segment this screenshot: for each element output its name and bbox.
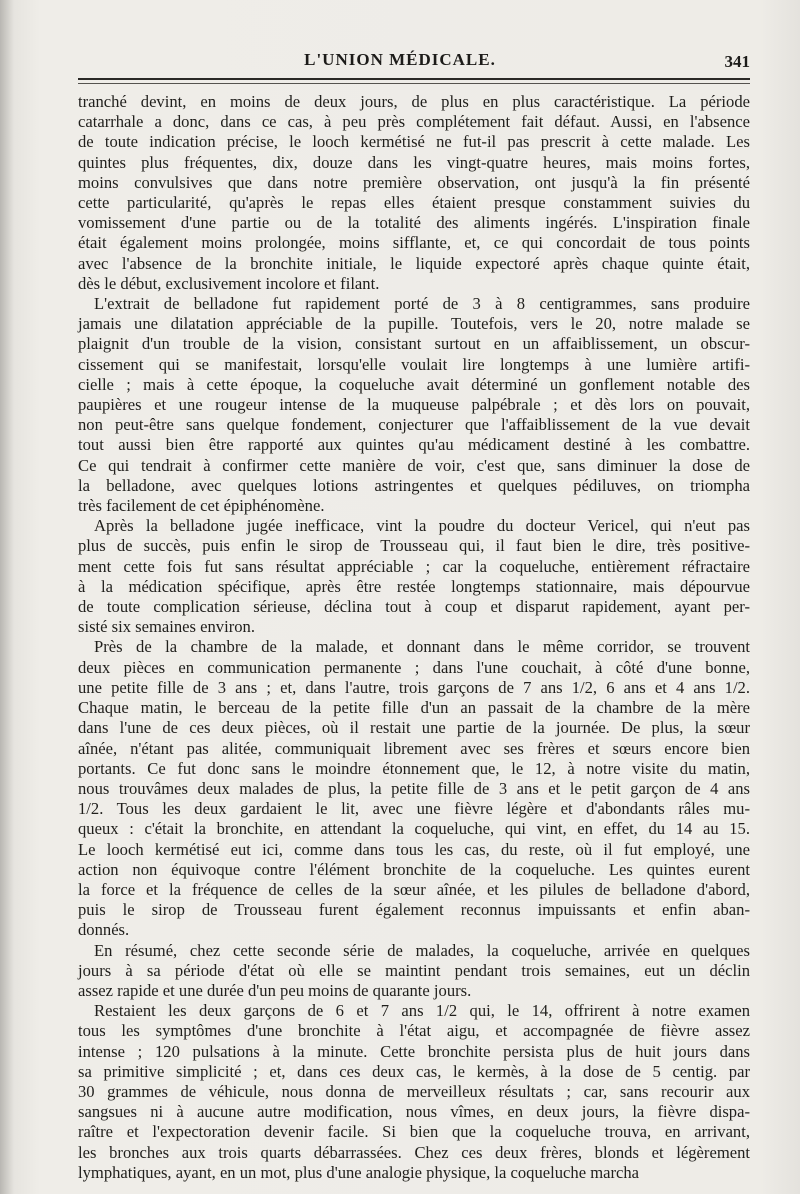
page-number: 341	[724, 52, 750, 71]
text-line: était également moins prolongée, moins sifflante, et, ce qui concordait de tous points	[78, 233, 750, 253]
text-line: L'extrait de belladone fut rapidement porté de 3 à 8 centigrammes, sans produire	[94, 294, 750, 314]
text-line: cielle ; mais à cette époque, la coqueluche avait déterminé un gonflement notable des	[78, 374, 750, 394]
text-line: 1/2. Tous les deux gardaient le lit, avec une fièvre légère et d'abondants râles mu-	[78, 799, 750, 819]
text-line: les bronches aux trois quarts débarrassées. Chez ces deux frères, blonds et légèrement	[78, 1142, 750, 1162]
text-line: cette particularité, qu'après le repas elles étaient presque constamment suivies du	[78, 193, 750, 213]
text-line: dès le début, exclusivement incolore et filant.	[78, 273, 380, 293]
text-line: moins convulsives que dans notre première observation, ont jusqu'à la fin présenté	[78, 172, 750, 192]
header-rule	[78, 78, 750, 80]
text-line: cissement qui se manifestait, lorsqu'elle voulait lire longtemps à une lumière artifi-	[78, 354, 750, 374]
text-line: 30 grammes de véhicule, nous donna de merveilleux résultats ; car, sans recourir aux	[78, 1081, 750, 1101]
text-line: tout aussi bien être rapporté aux quintes qu'au médicament destiné à les combattre.	[78, 435, 750, 455]
text-line: deux pièces en communication permanente ; dans l'une couchait, à côté d'une bonne,	[78, 657, 750, 677]
paragraph	[78, 637, 750, 940]
text-line: vomissement d'une partie ou de la totalité des aliments ingérés. L'inspiration finale	[78, 213, 750, 233]
text-line: tous les symptômes d'une bronchite à l'état aigu, et accompagnée de fièvre assez	[78, 1021, 750, 1041]
text-line: avec l'absence de la bronchite initiale, le liquide expectoré après chaque quinte était,	[78, 253, 750, 273]
text-line: sa primitive simplicité ; et, dans ces deux cas, le kermès, à la dose de 5 centig. par	[78, 1061, 750, 1081]
text-line: raître et l'expectoration devenir facile. Si bien que la coqueluche trouva, en arrivant,	[78, 1122, 750, 1142]
paragraph	[78, 92, 750, 294]
paragraph	[78, 1001, 750, 1183]
text-line: ment cette fois fut sans résultat appréciable ; car la coqueluche, entièrement réfractaire	[78, 556, 750, 576]
text-line: nous trouvâmes deux malades de plus, la petite fille de 3 ans et le petit garçon de 4 ans	[78, 778, 750, 798]
text-line: queux : c'était la bronchite, en attendant la coqueluche, qui vint, en effet, du 14 au 15.	[78, 819, 750, 839]
text-line: sangsues ni à aucune autre modification, nous vîmes, en deux jours, la fièvre dispa-	[78, 1102, 750, 1122]
text-line: plaignit d'un trouble de la vision, consistant surtout en un affaiblissement, un obscur-	[78, 334, 750, 354]
text-line: très facilement de cet épiphénomène.	[78, 496, 325, 516]
text-line: Près de la chambre de la malade, et donnant dans le même corridor, se trouvent	[94, 637, 750, 657]
text-line: portants. Ce fut donc sans le moindre étonnement que, le 12, à notre visite du matin,	[78, 758, 750, 778]
text-line: Restaient les deux garçons de 6 et 7 ans 1/2 qui, le 14, offrirent à notre examen	[94, 1001, 750, 1021]
running-title: L'UNION MÉDICALE.	[304, 50, 496, 69]
text-line: tranché devint, en moins de deux jours, de plus en plus caractéristique. La période	[78, 92, 750, 111]
text-line: Le looch kermétisé eut ici, comme dans tous les cas, du reste, où il fut employé, une	[78, 839, 750, 859]
text-line: puis le sirop de Trousseau furent également reconnus impuissants et enfin aban-	[78, 900, 750, 920]
paragraph	[78, 294, 750, 516]
text-line: Après la belladone jugée inefficace, vint la poudre du docteur Vericel, qui n'eut pas	[94, 516, 750, 536]
text-line: non peut-être sans quelque fondement, conjecturer que l'affaiblissement de la vue devait	[78, 415, 750, 435]
paragraph	[78, 516, 750, 637]
text-line: quintes plus fréquentes, dix, douze dans les vingt-quatre heures, mais moins fortes,	[78, 152, 750, 172]
text-line: à la médication spécifique, après être restée longtemps stationnaire, mais dépourvue	[78, 576, 750, 596]
text-line: action non équivoque contre l'élément bronchite de la coqueluche. Les quintes eurent	[78, 859, 750, 879]
text-line: de toute indication précise, le looch kermétisé ne fut-il pas prescrit à cette malade. Les	[78, 132, 750, 152]
text-line: aînée, n'étant pas alitée, communiquait librement avec ses frères et sœurs encore bien	[78, 738, 750, 758]
text-line: une petite fille de 3 ans ; et, dans l'autre, trois garçons de 7 ans 1/2, 6 ans et 4 ans 1/2.	[78, 677, 750, 697]
text-line: Ce qui tendrait à confirmer cette manière de voir, c'est que, sans diminuer la dose de	[78, 455, 750, 475]
text-line: la belladone, avec quelques lotions astringentes et quelques pédiluves, on triompha	[78, 475, 750, 495]
paragraph	[78, 941, 750, 1002]
text-line: de toute complication sérieuse, déclina tout à coup et disparut rapidement, ayant per-	[78, 597, 750, 617]
text-line: donnés.	[78, 920, 130, 940]
header-rule-thin	[78, 83, 750, 84]
text-line: catarrhale a donc, dans ce cas, à peu près complétement fait défaut. Aussi, en l'absence	[78, 112, 750, 132]
body-text	[78, 92, 750, 1183]
text-line: assez rapide et une durée d'un peu moins de quarante jours.	[78, 980, 472, 1000]
text-line: la force et la fréquence de celles de la sœur aînée, et les pilules de belladone d'abord,	[78, 879, 750, 899]
text-line: sisté six semaines environ.	[78, 617, 255, 637]
text-line: dans l'une de ces deux pièces, où il restait une partie de la journée. De plus, la sœur	[78, 718, 750, 738]
text-line: plus de succès, puis enfin le sirop de Trousseau qui, il faut bien le dire, très positive-	[78, 536, 750, 556]
text-line: jamais une dilatation appréciable de la pupille. Toutefois, vers le 20, notre malade se	[78, 314, 750, 334]
text-line: En résumé, chez cette seconde série de malades, la coqueluche, arrivée en quelques	[94, 940, 750, 960]
text-line: Chaque matin, le berceau de la petite fille d'un an passait de la chambre de la mère	[78, 698, 750, 718]
text-line: intense ; 120 pulsations à la minute. Cette bronchite persista plus de huit jours dans	[78, 1041, 750, 1061]
text-line: paupières et une rougeur intense de la muqueuse palpébrale ; et dès lors on pouvait,	[78, 395, 750, 415]
text-line: jours à sa période d'état où elle se maintint pendant trois semaines, eut un déclin	[78, 960, 750, 980]
text-line: lymphatiques, ayant, en un mot, plus d'une analogie physique, la coqueluche marcha	[78, 1162, 640, 1182]
page-header	[0, 50, 800, 72]
